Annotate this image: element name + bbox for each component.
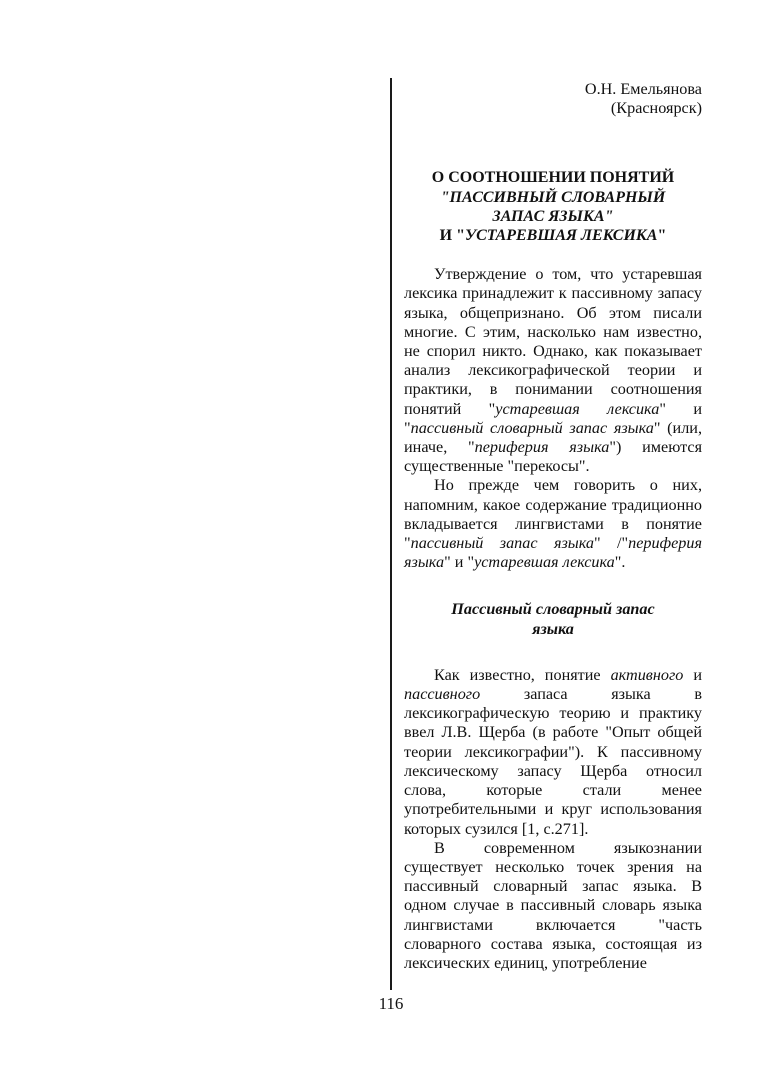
paragraph-3: Как известно, понятие активного и пассивного запаса языка в лексикографическую теорию и практику ввел Л.В. Щерба (в работе "Опыт общей теории лексикографии"). К пассивному лексическому запасу Щерба относил слова, которые стали менее употребительными и круг использования которых сузился [1, с.271].	[404, 665, 702, 838]
title-line-1: О СООТНОШЕНИИ ПОНЯТИЙ	[431, 169, 675, 187]
article-title	[404, 168, 702, 245]
author-city: (Красноярск)	[610, 99, 702, 118]
paragraph-2: Но прежде чем говорить о них, напомним, какое содержание традиционно вкладывается лингвистами в понятие "пассивный запас языка" /"периферия языка" и "устаревшая лексика".	[404, 476, 702, 572]
text-column	[404, 80, 702, 973]
title-line-2: "ПАССИВНЫЙ СЛОВАРНЫЙ	[440, 188, 666, 206]
title-line-3: ЗАПАС ЯЗЫКА"	[492, 207, 614, 225]
page-number: 116	[378, 994, 404, 1013]
margin-rule	[390, 78, 392, 990]
section-heading: Пассивный словарный запас языка	[451, 600, 655, 638]
paragraph-4: В современном языкознании существует несколько точек зрения на пассивный словарный запас языка. В одном случае в пассивный словарь языка лингвистами включается "часть словарного состава языка, состоящая из лексических единиц, употребление	[404, 838, 702, 972]
intro-section	[404, 265, 702, 572]
title-line-4: И "УСТАРЕВШАЯ ЛЕКСИКА"	[439, 227, 667, 245]
author-block	[404, 80, 702, 118]
author-name: О.Н. Емельянова	[584, 80, 702, 98]
section-body	[404, 666, 702, 973]
paragraph-1: Утверждение о том, что устаревшая лексика принадлежит к пассивному запасу языка, общепризнано. Об этом писали многие. С этим, насколько нам известно, не спорил никто. Однако, как показывает анализ лексикографической теории и практики, в понимании соотношения понятий "устаревшая лексика" и "пассивный словарный запас языка" (или, иначе, "периферия языка") имеются существенные "перекосы".	[404, 265, 703, 476]
